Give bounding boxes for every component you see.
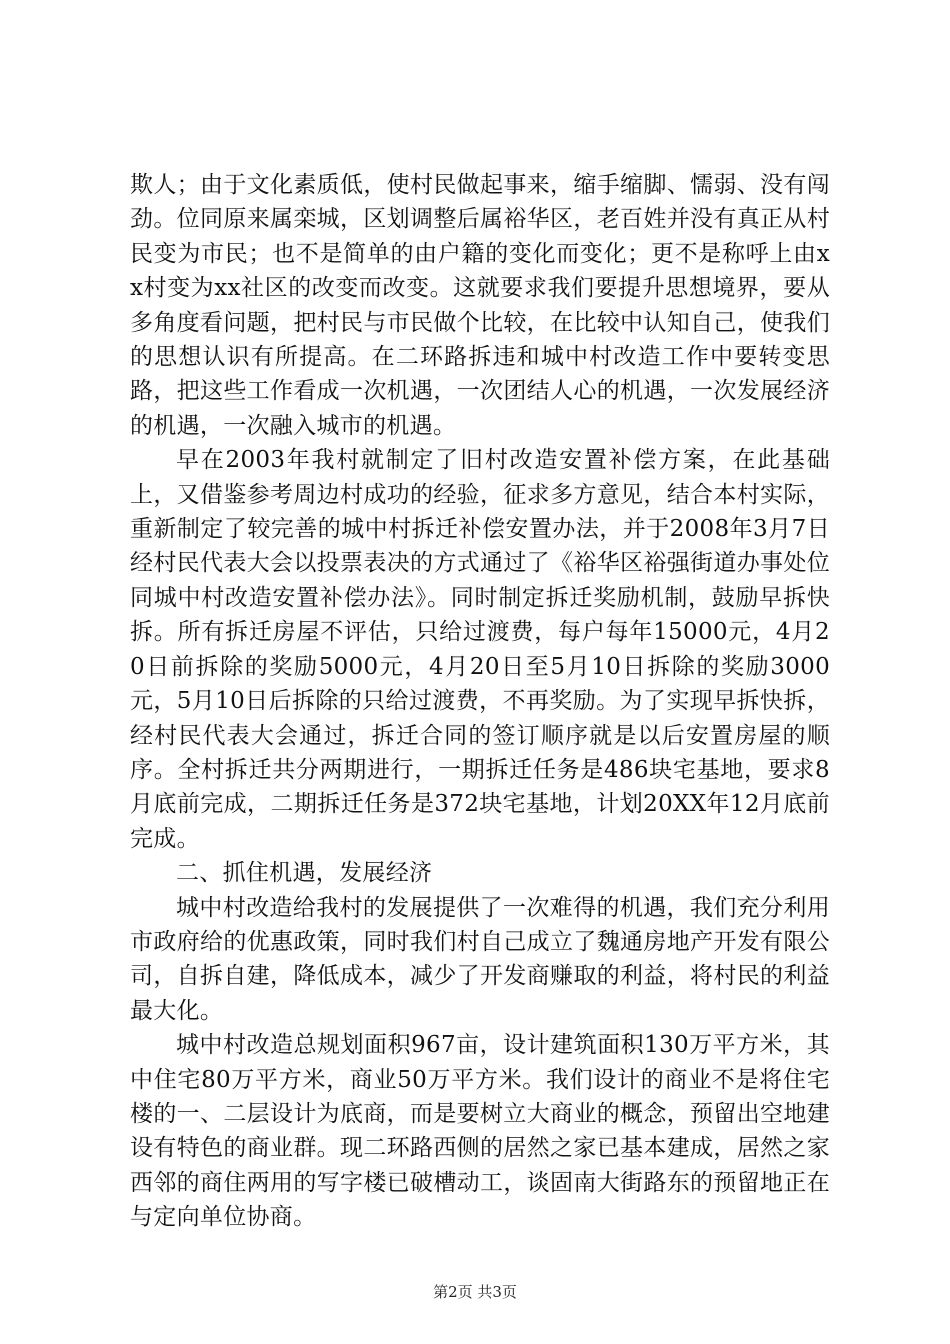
paragraph-relocation-plan: 早在2003年我村就制定了旧村改造安置补偿方案，在此基础上，又借鉴参考周边村成功的经验，征求多方意见，结合本村实际，重新制定了较完善的城中村拆迁补偿安置办法，并于2008年3月7日经村民代表大会以投票表决的方式通过了《裕华区裕强街道办事处位同城中村改造安置补偿办法》。同时制定拆迁奖励机制，鼓励早拆快拆。所有拆迁房屋不评估，只给过渡费，每户每年15000元，4月20日前拆除的奖励5000元，4月20日至5月10日拆除的奖励3000元，5月10日后拆除的只给过渡费，不再奖励。为了实现早拆快拆，经村民代表大会通过，拆迁合同的签订顺序就是以后安置房屋的顺序。全村拆迁共分两期进行，一期拆迁任务是486块宅基地，要求8月底前完成，二期拆迁任务是372块宅基地，计划20XX年12月底前完成。 bbox=[130, 447, 830, 852]
body-text bbox=[130, 168, 830, 1235]
paragraph-opportunity: 城中村改造给我村的发展提供了一次难得的机遇，我们充分利用市政府给的优惠政策，同时我们村自己成立了魏通房地产开发有限公司，自拆自建，降低成本，减少了开发商赚取的利益，将村民的利益最大化。 bbox=[130, 894, 830, 1024]
paragraph-planning: 城中村改造总规划面积967亩，设计建筑面积130万平方米，其中住宅80万平方米，商业50万平方米。我们设计的商业不是将住宅楼的一、二层设计为底商，而是要树立大商业的概念，预留出空地建设有特色的商业群。现二环路西侧的居然之家已基本建成，居然之家西邻的商住两用的写字楼已破槽动工，谈固南大街路东的预留地正在与定向单位协商。 bbox=[130, 1032, 830, 1231]
section-heading: 二、抓住机遇，发展经济 bbox=[176, 860, 433, 887]
paragraph-continuation: 欺人；由于文化素质低，使村民做起事来，缩手缩脚、懦弱、没有闯劲。位同原来属栾城，区划调整后属裕华区，老百姓并没有真正从村民变为市民；也不是简单的由户籍的变化而变化；更不是称呼上由xx村变为xx社区的改变而改变。这就要求我们要提升思想境界，要从多角度看问题，把村民与市民做个比较，在比较中认知自己，使我们的思想认识有所提高。在二环路拆违和城中村改造工作中要转变思路，把这些工作看成一次机遇，一次团结人心的机遇，一次发展经济的机遇，一次融入城市的机遇。 bbox=[130, 172, 830, 439]
page-footer: 第2页 共3页 bbox=[433, 1283, 517, 1301]
